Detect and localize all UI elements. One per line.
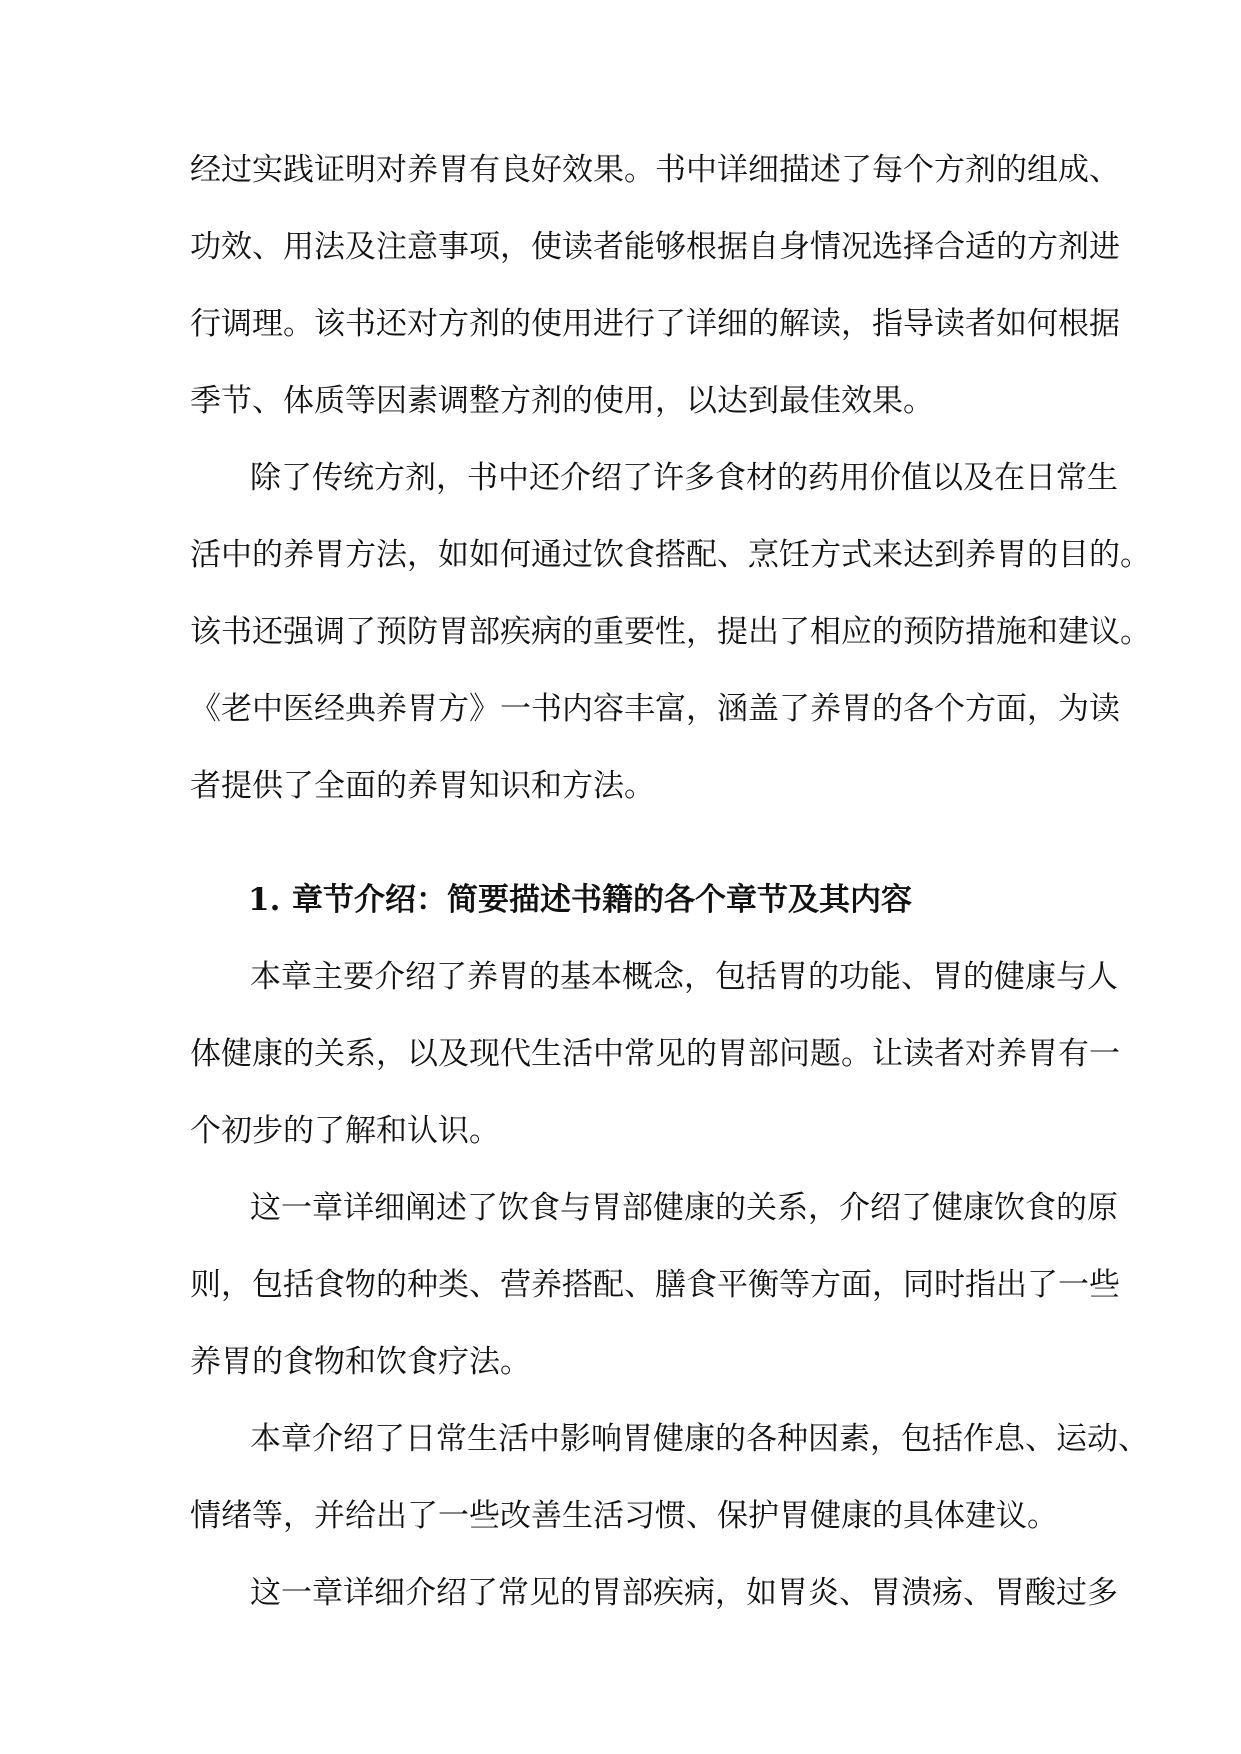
text-line: 活中的养胃方法，如如何通过饮食搭配、烹饪方式来达到养胃的目的。 <box>190 537 1151 573</box>
text-line: 情绪等，并给出了一些改善生活习惯、保护胃健康的具体建议。 <box>190 1498 1058 1534</box>
paragraph <box>190 1401 1149 1555</box>
text-line: 则，包括食物的种类、营养搭配、膳食平衡等方面，同时指出了一些 <box>190 1267 1120 1303</box>
text-line: 经过实践证明对养胃有良好效果。书中详细描述了每个方剂的组成、 <box>190 152 1120 188</box>
page-body <box>190 132 1151 1632</box>
section-heading <box>190 862 1060 939</box>
text-line: 这一章详细阐述了饮食与胃部健康的关系，介绍了健康饮食的原 <box>250 1190 1118 1226</box>
text-line: 除了传统方剂，书中还介绍了许多食材的药用价值以及在日常生 <box>250 460 1118 496</box>
section-number: 1. <box>248 882 281 918</box>
paragraph <box>190 939 1120 1170</box>
text-line: 体健康的关系，以及现代生活中常见的胃部问题。让读者对养胃有一 <box>190 1036 1120 1072</box>
paragraph-continuation <box>190 132 1120 440</box>
text-line: 《老中医经典养胃方》一书内容丰富，涵盖了养胃的各个方面，为读 <box>190 691 1120 727</box>
text-line: 行调理。该书还对方剂的使用进行了详细的解读，指导读者如何根据 <box>190 306 1120 342</box>
text-line: 功效、用法及注意事项，使读者能够根据自身情况选择合适的方剂进 <box>190 229 1120 265</box>
text-line: 这一章详细介绍了常见的胃部疾病，如胃炎、胃溃疡、胃酸过多 <box>250 1575 1118 1611</box>
text-line: 该书还强调了预防胃部疾病的重要性，提出了相应的预防措施和建议。 <box>190 614 1151 650</box>
text-line: 者提供了全面的养胃知识和方法。 <box>190 768 655 804</box>
section-title: 章节介绍：简要描述书籍的各个章节及其内容 <box>292 882 912 918</box>
paragraph <box>190 440 1151 825</box>
text-line: 养胃的食物和饮食疗法。 <box>190 1344 531 1380</box>
text-line: 本章主要介绍了养胃的基本概念，包括胃的功能、胃的健康与人 <box>250 959 1118 995</box>
text-line: 个初步的了解和认识。 <box>190 1113 500 1149</box>
paragraph <box>190 1555 1118 1632</box>
text-line: 季节、体质等因素调整方剂的使用，以达到最佳效果。 <box>190 383 934 419</box>
text-line: 本章介绍了日常生活中影响胃健康的各种因素，包括作息、运动、 <box>250 1421 1149 1457</box>
paragraph <box>190 1170 1120 1401</box>
